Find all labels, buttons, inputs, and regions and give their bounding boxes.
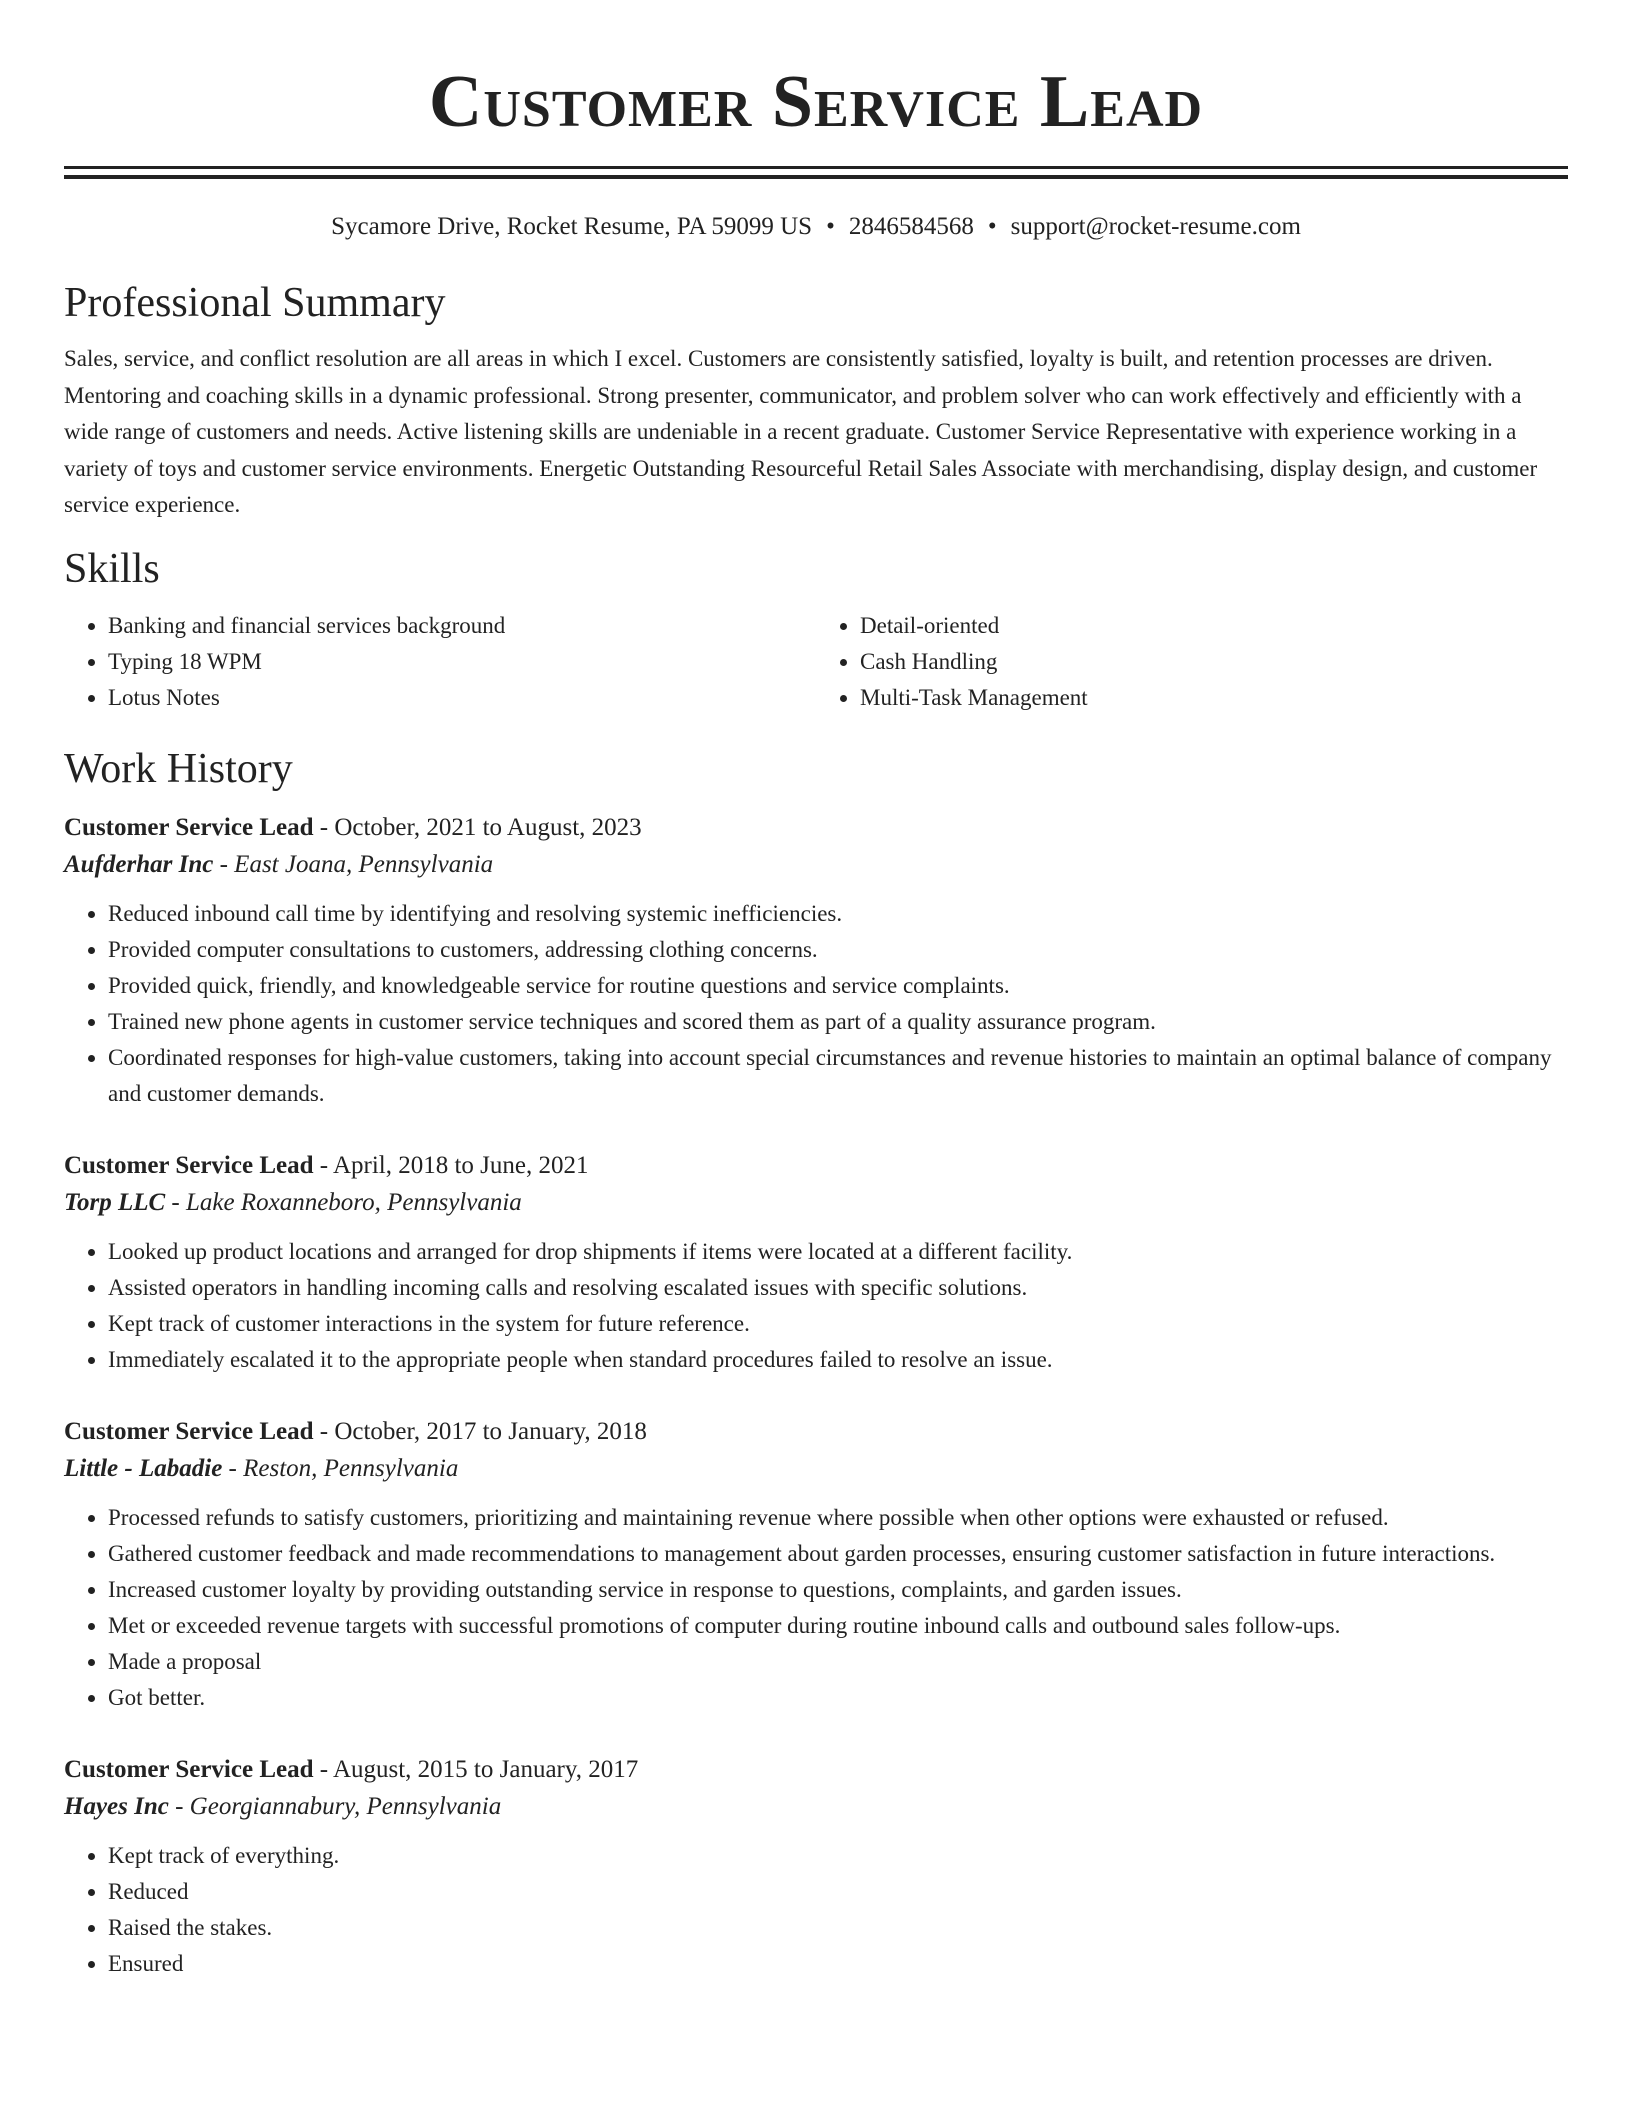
job-bullet: • Ensured — [108, 1946, 1568, 1982]
skill-item: • Detail-oriented — [860, 608, 1568, 644]
job-company-line — [64, 1788, 1568, 1826]
job-role: Customer Service Lead — [64, 1151, 314, 1179]
skill-item: • Banking and financial services background — [108, 608, 816, 644]
job-location: - Reston, Pennsylvania — [222, 1454, 459, 1482]
job-location: - East Joana, Pennsylvania — [213, 850, 494, 878]
job-bullet: • Increased customer loyalty by providing outstanding service in response to questions, complaints, and garden issues. — [108, 1572, 1568, 1608]
contact-address: Sycamore Drive, Rocket Resume, PA 59099 US — [331, 213, 813, 240]
skill-item: • Lotus Notes — [108, 680, 816, 716]
job-bullet: • Immediately escalated it to the appropriate people when standard procedures failed to resolve an issue. — [108, 1342, 1568, 1378]
job-company: Little - Labadie — [64, 1454, 223, 1482]
job-location: - Lake Roxanneboro, Pennsylvania — [165, 1188, 522, 1216]
job-dates: - October, 2017 to January, 2018 — [313, 1417, 647, 1445]
job-bullet: • Assisted operators in handling incoming calls and resolving escalated issues with specific solutions. — [108, 1270, 1568, 1306]
job-entry — [64, 1414, 1568, 1716]
job-bullet: • Processed refunds to satisfy customers, prioritizing and maintaining revenue where possible when other options were exhausted or refused. — [108, 1500, 1568, 1536]
job-role: Customer Service Lead — [64, 813, 314, 841]
job-bullet: • Raised the stakes. — [108, 1910, 1568, 1946]
header-rule-top — [64, 166, 1568, 169]
job-header — [64, 1148, 1568, 1184]
skill-item: • Cash Handling — [860, 644, 1568, 680]
contact-separator: • — [826, 213, 835, 240]
summary-text: Sales, service, and conflict resolution are all areas in which I excel. Customers are consistently satisfied, loyalty is built, and retention processes are driven. Mentoring and coaching skills in a dynamic professional. Strong presenter, communicator, and problem solver who can work effectively and efficiently with a wide range of customers and needs. Active listening skills are undeniable in a recent graduate. Customer Service Representative with experience working in a variety of toys and customer service environments. Energetic Outstanding Resourceful Retail Sales Associate with merchandising, display design, and customer service experience. — [64, 346, 1538, 517]
job-bullets — [64, 1500, 1568, 1716]
skills-column-right — [816, 608, 1568, 716]
resume-name: Customer Service Lead — [428, 61, 1204, 143]
summary-heading: Professional Summary — [64, 280, 446, 326]
contact-phone: 2846584568 — [848, 213, 974, 240]
job-company: Hayes Inc — [64, 1792, 169, 1820]
job-company: Aufderhar Inc — [64, 850, 214, 878]
job-dates: - August, 2015 to January, 2017 — [313, 1755, 639, 1783]
job-bullet: • Provided quick, friendly, and knowledgeable service for routine questions and service complaints. — [108, 968, 1568, 1004]
job-bullets — [64, 896, 1568, 1112]
job-bullet: • Reduced inbound call time by identifying and resolving systemic inefficiencies. — [108, 896, 1568, 932]
job-header — [64, 1752, 1568, 1788]
contact-separator: • — [987, 213, 997, 240]
job-bullet: • Kept track of everything. — [108, 1838, 1568, 1874]
job-company: Torp LLC — [64, 1188, 166, 1216]
job-dates: - October, 2021 to August, 2023 — [313, 813, 642, 841]
skills-column-left — [64, 608, 816, 716]
job-bullet: • Got better. — [108, 1680, 1568, 1716]
job-role: Customer Service Lead — [64, 1417, 314, 1445]
job-dates: - April, 2018 to June, 2021 — [313, 1151, 589, 1179]
job-bullet: • Kept track of customer interactions in the system for future reference. — [108, 1306, 1568, 1342]
job-bullet: • Trained new phone agents in customer service techniques and scored them as part of a quality assurance program. — [108, 1004, 1568, 1040]
job-header — [64, 1414, 1568, 1450]
job-bullets — [64, 1234, 1568, 1378]
contact-line — [64, 210, 1568, 244]
job-bullet: • Coordinated responses for high-value customers, taking into account special circumstances and revenue histories to maintain an optimal balance of company and customer demands. — [108, 1040, 1568, 1112]
job-location: - Georgiannabury, Pennsylvania — [168, 1792, 502, 1820]
job-bullet: • Reduced — [108, 1874, 1568, 1910]
job-bullet: • Provided computer consultations to customers, addressing clothing concerns. — [108, 932, 1568, 968]
job-company-line — [64, 846, 1568, 884]
job-company-line — [64, 1450, 1568, 1488]
job-entry — [64, 810, 1568, 1112]
skill-item: • Multi-Task Management — [860, 680, 1568, 716]
skills-heading: Skills — [64, 545, 160, 592]
job-entry — [64, 1148, 1568, 1378]
skills-grid — [64, 608, 1568, 716]
job-header — [64, 810, 1568, 846]
job-company-line — [64, 1184, 1568, 1222]
job-bullet: • Looked up product locations and arranged for drop shipments if items were located at a different facility. — [108, 1234, 1568, 1270]
job-bullets — [64, 1838, 1568, 1982]
job-role: Customer Service Lead — [64, 1755, 314, 1783]
header-rule-bottom — [64, 175, 1568, 179]
work-history-heading: Work History — [64, 745, 293, 792]
job-entry — [64, 1752, 1568, 1982]
job-bullet: • Made a proposal — [108, 1644, 1568, 1680]
job-bullet: • Met or exceeded revenue targets with successful promotions of computer during routine inbound calls and outbound sales follow-ups. — [108, 1608, 1568, 1644]
job-bullet: • Gathered customer feedback and made recommendations to management about garden processes, ensuring customer satisfaction in future interactions. — [108, 1536, 1568, 1572]
skill-item: • Typing 18 WPM — [108, 644, 816, 680]
contact-email: support@rocket-resume.com — [1010, 213, 1301, 240]
